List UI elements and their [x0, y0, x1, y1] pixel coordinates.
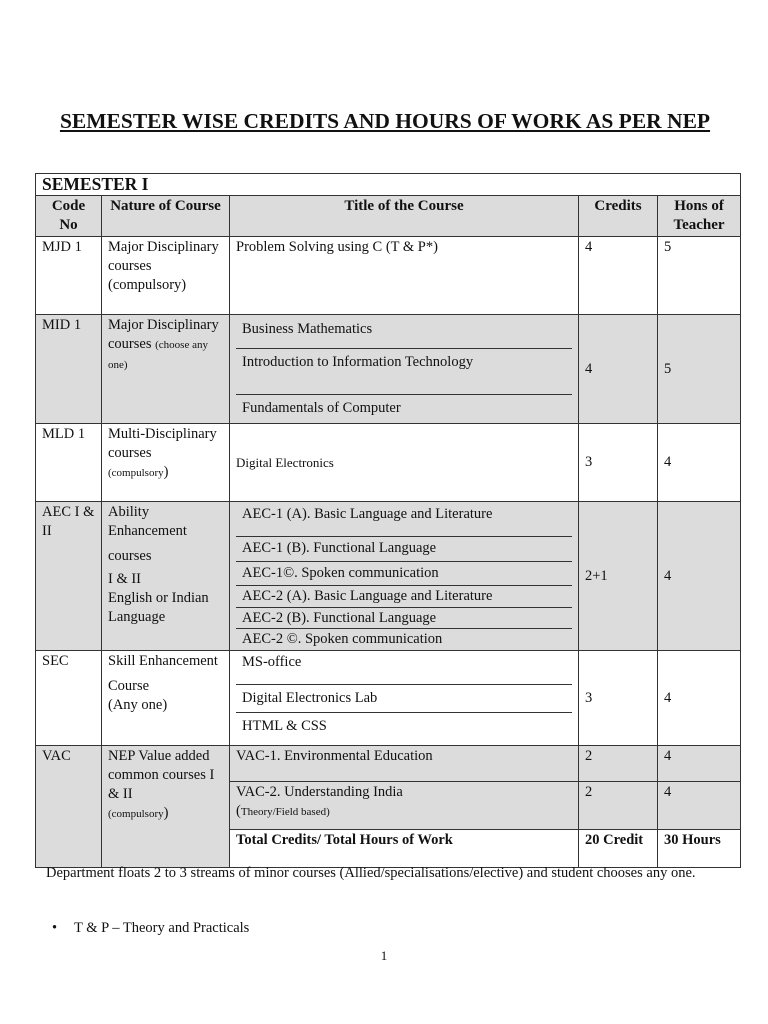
nature-note: (compulsory — [108, 808, 164, 820]
credits-cell: 4 — [579, 237, 658, 315]
nature-line: Skill Enhancement — [108, 653, 218, 669]
semester-label: SEMESTER I — [36, 174, 741, 196]
table-row-sec — [36, 651, 741, 746]
credits-cell: 3 — [579, 651, 658, 746]
document-title: SEMESTER WISE CREDITS AND HOURS OF WORK AS PER NEP — [59, 109, 711, 133]
header-nature: Nature of Course — [102, 196, 230, 237]
course-open: ( — [236, 803, 241, 819]
nature-cell — [102, 651, 230, 746]
header-row — [36, 196, 741, 237]
course-option: AEC-2 ©. Spoken communication — [242, 631, 443, 647]
table-row-mid — [36, 315, 741, 424]
table-row-mld — [36, 424, 741, 502]
total-hours: 30 Hours — [658, 830, 741, 868]
total-credits: 20 Credit — [579, 830, 658, 868]
credits-table — [35, 173, 741, 868]
course-option: Introduction to Information Technology — [236, 349, 572, 395]
hours-cell: 5 — [658, 237, 741, 315]
table-row-aec — [36, 502, 741, 651]
header-credits: Credits — [579, 196, 658, 237]
semester-row — [36, 174, 741, 196]
course-list — [230, 315, 579, 424]
nature-cell — [102, 746, 230, 868]
course-option: Fundamentals of Computer — [242, 400, 401, 416]
course-main: VAC-2. Understanding India — [236, 784, 403, 800]
nature-line: (Any one) — [108, 697, 168, 713]
course-list — [230, 502, 579, 651]
course-cell: Digital Electronics — [230, 424, 579, 502]
header-code: Code No — [36, 196, 102, 237]
code-cell: AEC I & II — [36, 502, 102, 651]
course-option: AEC-1©. Spoken communication — [236, 562, 572, 586]
course-option: AEC-1 (A). Basic Language and Literature — [236, 503, 572, 537]
code-cell: MID 1 — [36, 315, 102, 424]
hours-cell: 4 — [658, 782, 741, 830]
nature-cell — [102, 315, 230, 424]
code-cell: MJD 1 — [36, 237, 102, 315]
code-cell: VAC — [36, 746, 102, 868]
nature-line: I & II — [108, 571, 142, 587]
nature-line: Course — [108, 678, 150, 694]
nature-main: Multi-Disciplinary courses — [108, 426, 217, 461]
nature-line: courses — [108, 548, 152, 564]
table-row-mjd — [36, 237, 741, 315]
nature-line: English or Indian Language — [108, 590, 209, 625]
header-hours: Hons of Teacher — [658, 196, 741, 237]
bullet-icon: • — [52, 920, 58, 936]
course-cell: VAC-1. Environmental Education — [230, 746, 579, 782]
code-cell: MLD 1 — [36, 424, 102, 502]
credits-cell: 2 — [579, 782, 658, 830]
course-option: AEC-1 (B). Functional Language — [236, 537, 572, 562]
course-option: HTML & CSS — [242, 718, 327, 734]
course-note: Theory/Field based) — [240, 806, 330, 818]
bullet-text: T & P – Theory and Practicals — [74, 920, 250, 936]
credits-cell: 3 — [579, 424, 658, 502]
hours-cell: 4 — [658, 651, 741, 746]
course-list — [230, 651, 579, 746]
nature-cell: Major Disciplinary courses (compulsory) — [102, 237, 230, 315]
credits-cell: 2 — [579, 746, 658, 782]
table-row-vac-1 — [36, 746, 741, 782]
course-option: AEC-2 (B). Functional Language — [236, 608, 572, 629]
code-cell: SEC — [36, 651, 102, 746]
nature-main: Major Disciplinary courses — [108, 317, 219, 352]
hours-cell: 4 — [658, 502, 741, 651]
nature-note: (choose any one) — [108, 339, 208, 371]
course-cell: Problem Solving using C (T & P*) — [230, 237, 579, 315]
course-option: Business Mathematics — [236, 316, 572, 349]
nature-close: ) — [163, 464, 169, 480]
course-option: Digital Electronics Lab — [236, 685, 572, 713]
nature-cell — [102, 502, 230, 651]
header-title: Title of the Course — [230, 196, 579, 237]
bullet-item — [52, 920, 249, 937]
hours-cell: 4 — [658, 424, 741, 502]
nature-main: NEP Value added common courses I & II — [108, 748, 215, 802]
footnote-text: Department floats 2 to 3 streams of minor courses (Allied/specialisations/elective) and student chooses any one. — [46, 865, 696, 881]
nature-close: ) — [163, 805, 169, 821]
course-cell — [230, 782, 579, 830]
course-option: MS-office — [236, 652, 572, 685]
credits-cell: 4 — [579, 315, 658, 424]
page-number: 1 — [380, 948, 388, 963]
course-option: AEC-2 (A). Basic Language and Literature — [236, 586, 572, 608]
credits-cell: 2+1 — [579, 502, 658, 651]
nature-cell — [102, 424, 230, 502]
hours-cell: 5 — [658, 315, 741, 424]
hours-cell: 4 — [658, 746, 741, 782]
nature-line: Ability Enhancement — [108, 504, 187, 539]
nature-note: (compulsory — [108, 467, 164, 479]
total-label: Total Credits/ Total Hours of Work — [230, 830, 579, 868]
